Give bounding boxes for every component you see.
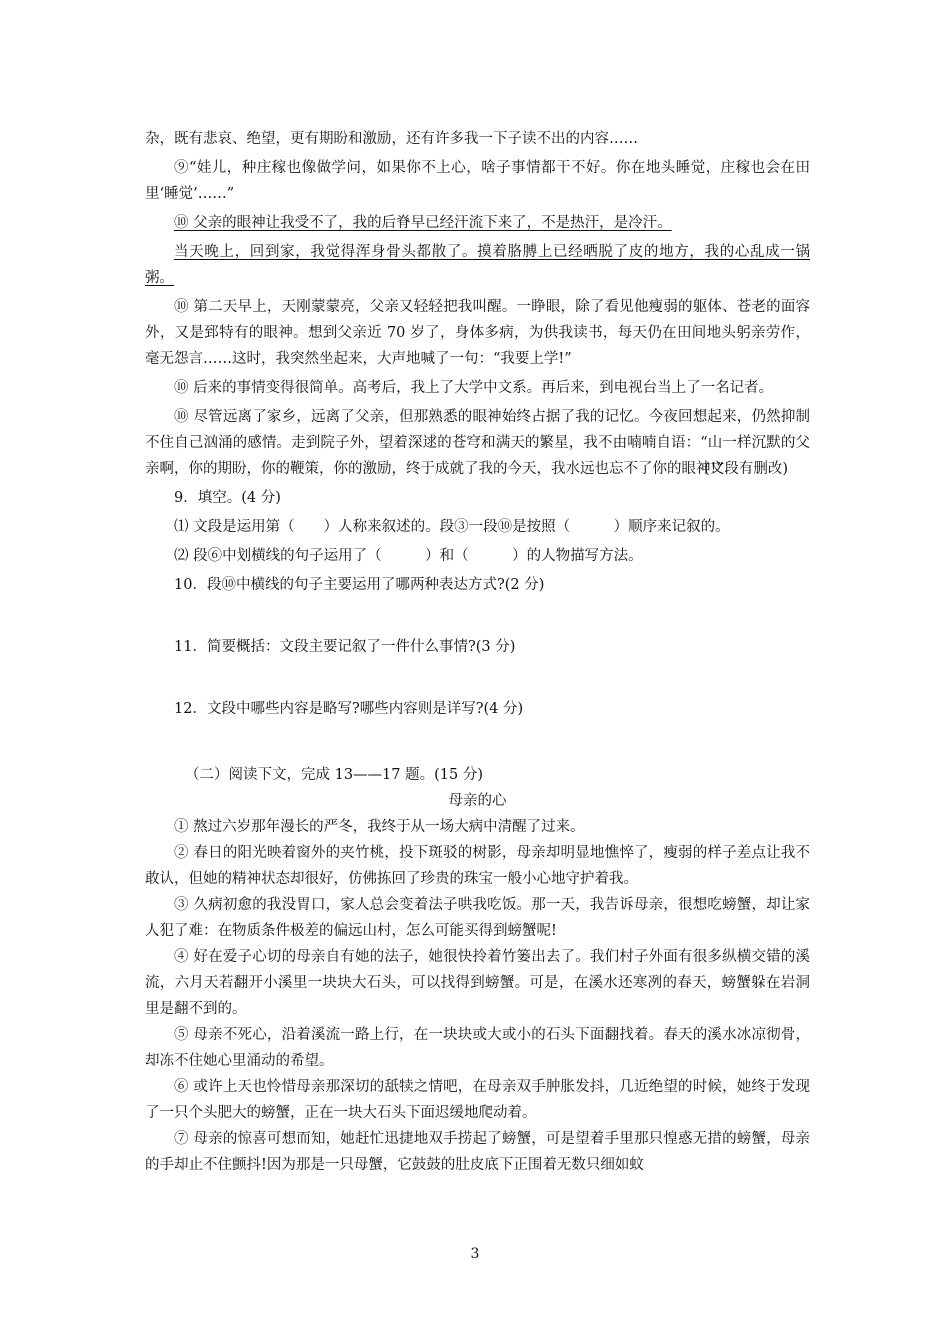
paragraph-later: ⑩ 后来的事情变得很简单。高考后，我上了大学中文系。再后来，到电视台当上了一名记者。 bbox=[174, 380, 774, 396]
question-11: 11．简要概括：文段主要记叙了一件什么事情?(3 分) bbox=[174, 639, 516, 655]
paragraph-continuation: 杂，既有悲哀、绝望，更有期盼和激励，还有许多我一下子读不出的内容…… bbox=[145, 131, 638, 147]
question-9-2: ⑵ 段⑥中划横线的句子运用了（ ）和（ ）的人物描写方法。 bbox=[174, 548, 643, 564]
question-9: 9．填空。(4 分) bbox=[174, 490, 281, 506]
paragraph-evening-underlined: 当天晚上，回到家，我觉得浑身骨头都散了。摸着胳膊上已经晒脱了皮的地方，我的心乱成一锅粥。 bbox=[145, 244, 810, 286]
article-paragraph-2: ② 春日的阳光映着窗外的夹竹桃，投下斑驳的树影，母亲却明显地憔悴了，瘦弱的样子差点让我不敢认，但她的精神状态却很好，仿佛拣回了珍贵的珠宝一般小心地守护着我。 bbox=[145, 845, 810, 887]
article-paragraph-5: ⑤ 母亲不死心，沿着溪流一路上行，在一块块或大或小的石头下面翻找着。春天的溪水冰凉彻骨，却冻不住她心里涌动的希望。 bbox=[145, 1027, 810, 1069]
section-heading: （二）阅读下文，完成 13——17 题。(15 分) bbox=[185, 767, 483, 783]
article-paragraph-4: ④ 好在爱子心切的母亲自有她的法子，她很快拎着竹篓出去了。我们村子外面有很多纵横交错的溪流，六月天若翻开小溪里一块块大石头，可以找得到螃蟹。可是，在溪水还寒冽的春天，螃蟹躲在岩洞里是翻不到的。 bbox=[145, 949, 810, 1017]
question-10: 10．段⑩中横线的句子主要运用了哪两种表达方式?(2 分) bbox=[174, 577, 545, 593]
page-number: 3 bbox=[470, 1246, 480, 1262]
paragraph-memory: ⑩ 尽管远离了家乡，远离了父亲，但那熟悉的眼神始终占据了我的记忆。今夜回想起来，仍然抑制不住自己汹涌的感情。走到院子外，望着深逑的苍穹和满天的繁星，我不由喃喃自语：“山一样沉默的父亲啊，你的期盼，你的鞭策，你的激励，终于成就了我的今天，我水远也忘不了你的眼神!” bbox=[145, 409, 810, 477]
paragraph-9: ⑨“娃儿，种庄稼也像做学问，如果你不上心，啥子事情都干不好。你在地头睡觉，庄稼也会在田里‘睡觉’……” bbox=[145, 160, 810, 202]
underlined-sentence: ⑩ 父亲的眼神让我受不了，我的后脊早已经汗流下来了，不是热汗，是冷汗。 bbox=[174, 215, 672, 231]
article-paragraph-7: ⑦ 母亲的惊喜可想而知，她赶忙迅捷地双手捞起了螃蟹，可是望着手里那只惶惑无措的螃蟹，母亲的手却止不住颤抖!因为那是一只母蟹，它鼓鼓的肚皮底下正围着无数只细如蚊 bbox=[145, 1131, 810, 1173]
page-content bbox=[145, 126, 810, 1178]
paragraph-next-morning: ⑩ 第二天早上，天刚蒙蒙亮，父亲又轻轻把我叫醒。一睁眼，除了看见他瘦弱的躯体、苍老的面容外，又是郅特有的眼神。想到父亲近 70 岁了，身体多病，为供我读书，每天仍在田间地头躬亲劳作，毫无怨言……这时，我突然坐起来，大声地喊了一句：“我要上学!” bbox=[145, 299, 810, 367]
article-paragraph-1: ① 熬过六岁那年漫长的严冬，我终于从一场大病中清醒了过来。 bbox=[174, 819, 585, 835]
question-12: 12．文段中哪些内容是略写?哪些内容则是详写?(4 分) bbox=[174, 701, 524, 717]
edit-note: (文段有删改) bbox=[704, 461, 788, 477]
article-paragraph-3: ③ 久病初愈的我没胃口，家人总会变着法子哄我吃饭。那一天，我告诉母亲，很想吃螃蟹，却让家人犯了难：在物质条件极差的偏远山村，怎么可能买得到螃蟹呢! bbox=[145, 897, 810, 939]
question-9-1: ⑴ 文段是运用第（ ）人称来叙述的。段③一段⑩是按照（ ）顺序来记叙的。 bbox=[174, 519, 730, 535]
paragraph-10-underlined bbox=[145, 210, 810, 236]
article-title: 母亲的心 bbox=[448, 793, 507, 809]
article-paragraph-6: ⑥ 或许上天也怜惜母亲那深切的舐犊之情吧，在母亲双手肿胀发抖，几近绝望的时候，她终于发现了一只个头肥大的螃蟹，正在一块大石头下面迟缓地爬动着。 bbox=[145, 1079, 810, 1121]
